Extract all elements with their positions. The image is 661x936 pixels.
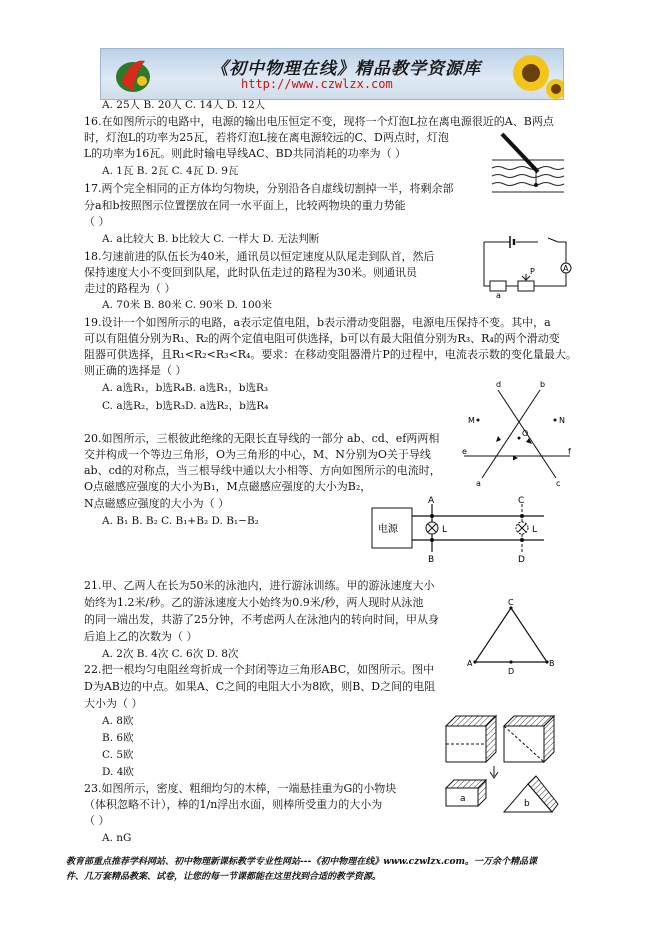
cube-blocks-figure — [442, 712, 560, 820]
q21-options: A. 2次 B. 4次 C. 6次 D. 8次 — [102, 648, 239, 660]
lamp-l-label-far: L — [532, 525, 538, 535]
q22-line: 22.把一根均匀电阻丝弯折成一个封闭等边三角形ABC，如图所示。图中 — [84, 663, 435, 676]
q22-option: D. 4欧 — [102, 766, 134, 778]
sunflower-icon — [501, 49, 563, 99]
label-m: M — [468, 416, 475, 425]
ammeter-label: A — [563, 264, 569, 273]
lamp-l-label: L — [442, 525, 448, 535]
vertex-c-label: C — [508, 598, 514, 607]
q22-option: C. 5欧 — [102, 749, 134, 761]
q16-line: 时，灯泡L的功率为25瓦，若将灯泡L接在离电源较远的C、D两点时，灯泡 — [84, 131, 449, 144]
point-b-label: B — [428, 555, 435, 564]
footer-line: 教育部重点推荐学科网站、初中物理新课标教学专业性网站---《初中物理在线》www.czwlzx.com。一万余个精品课 — [66, 857, 538, 867]
q20-line: 交并构成一个等边三角形，O为三角形的中心，M、N分别为O关于导线 — [84, 448, 431, 461]
label-a: a — [476, 479, 481, 488]
q18-line: 18.匀速前进的队伍长为40米，通讯员以恒定速度从队尾走到队首，然后 — [84, 250, 435, 263]
power-line-figure — [370, 494, 548, 564]
q16-options: A. 1瓦 B. 2瓦 C. 4瓦 D. 9瓦 — [102, 165, 239, 177]
q18-line: 走过的路程为（ ） — [84, 282, 176, 295]
q16-line: 16.在如图所示的电路中，电源的输出电压恒定不变，现将一个灯泡L拉在离电源很近的A、B两点 — [84, 115, 554, 128]
floating-stick-figure — [488, 128, 568, 196]
q17-line: 17.两个完全相同的正方体均匀物块，分别沿各自虚线切割掉一半，将剩余部 — [84, 182, 454, 195]
point-d-label: D — [518, 555, 525, 564]
label-c: c — [556, 479, 561, 488]
label-b: b — [540, 380, 546, 389]
q19-options-cd: C. a选R₂，b选R₃D. a选R₂，b选R₄ — [102, 400, 269, 412]
vertex-b-label: B — [549, 659, 555, 668]
q18-line: 保持速度大小不变回到队尾，此时队伍走过的路程为30米。则通讯员 — [84, 266, 417, 279]
resistance-triangle-figure — [465, 596, 557, 678]
q23-line: 23.如图所示，密度、粗细均匀的木棒，一端悬挂重为G的小物块 — [84, 782, 397, 795]
q23-line: （ ） — [84, 814, 110, 827]
q17-line: （ ） — [84, 215, 110, 228]
wire-triangle-figure — [458, 378, 576, 488]
vertex-a-label: A — [467, 659, 473, 668]
q19-line: 则正确的选择是（ ） — [84, 364, 187, 377]
q23-line: （体积忽略不计），棒的1/n浮出水面，则棒所受重力的大小为 — [84, 798, 383, 811]
midpoint-d-label: D — [508, 667, 515, 676]
slider-p-label: P — [530, 267, 535, 276]
q19-options-ab: A. a选R₁，b选R₄B. a选R₁，b选R₃ — [102, 382, 269, 394]
q21-line: 的同一端出发，共游了25分钟，不考虑两人在泳池内的转向时间，甲从身 — [84, 613, 439, 626]
q20-line: 20.如图所示，三根彼此绝缘的无限长直导线的一部分 ab、cd、ef两两相 — [84, 432, 440, 445]
q23-options: A. nG — [102, 832, 132, 844]
footer-line: 件、几万套精品教案、试卷，让您的每一节课都能在这里找到合适的教学资源。 — [66, 872, 382, 882]
label-o: O — [522, 429, 529, 438]
q21-line: 始终为1.2米/秒。乙的游泳速度大小始终为0.9米/秒，两人现时从泳池 — [84, 596, 424, 609]
ammeter-circuit-figure — [468, 228, 582, 298]
label-f: f — [568, 447, 571, 456]
q20-line: O点磁感应强度的大小为B₁，M点磁感应强度的大小为B₂， — [84, 480, 372, 493]
point-a-label: A — [428, 496, 435, 506]
q15-options: A. 25人 B. 20人 C. 14人 D. 12人 — [102, 99, 266, 111]
q20-line: N点磁感应强度的大小为（ ） — [84, 497, 230, 510]
point-c-label: C — [518, 496, 525, 506]
header-banner — [100, 48, 564, 100]
q21-line: 21.甲、乙两人在长为50米的泳池内，进行游泳训练。甲的游泳速度大小 — [84, 579, 435, 592]
q18-options: A. 70米 B. 80米 C. 90米 D. 100米 — [102, 299, 272, 311]
power-source-label: 电源 — [378, 524, 398, 535]
block-a-label: a — [460, 794, 466, 804]
q17-options: A. a比较大 B. b比较大 C. 一样大 D. 无法判断 — [102, 233, 320, 245]
label-e: e — [462, 447, 467, 456]
q16-line: L的功率为16瓦。则此时输电导线AC、BD共同消耗的功率为（ ） — [84, 147, 407, 160]
q20-line: ab、cd的对称点，当三根导线中通以大小相等、方向如图所示的电流时， — [84, 464, 441, 477]
logo-icon — [111, 53, 157, 95]
q22-option: A. 8欧 — [102, 715, 134, 727]
q19-line: 19.设计一个如图所示的电路，a表示定值电阻，b表示滑动变阻器，电源电压保持不变。其中，a — [84, 316, 551, 329]
banner-url[interactable]: http://www.czwlzx.com — [241, 77, 393, 91]
label-n: N — [559, 416, 565, 425]
resistor-a-label: a — [496, 291, 501, 298]
q19-line: 阻器可供选择，且R₁<R₂<R₃<R₄。要求：在移动变阻器滑片P的过程中，电流表示数的变化量最大。 — [84, 348, 577, 361]
label-d: d — [496, 380, 502, 389]
q21-line: 后追上乙的次数为（ ） — [84, 630, 198, 643]
q17-line: 分a和b按照图示位置摆放在同一水平面上，比较两物块的重力势能 — [84, 199, 406, 212]
q19-line: 可以有阻值分别为R₁、R₂的两个定值电阻可供选择，b可以有最大阻值分别为R₃、R₄的两个滑动变 — [84, 332, 560, 345]
q20-options: A. B₁ B. B₂ C. B₁+B₂ D. B₁−B₂ — [102, 515, 259, 527]
q22-line: D为AB边的中点。如果A、C之间的电阻大小为8欧，则B、D之间的电阻 — [84, 680, 436, 693]
q22-option: B. 6欧 — [102, 732, 134, 744]
q22-line: 大小为（ ） — [84, 697, 143, 710]
banner-title: 《初中物理在线》精品教学资源库 — [211, 59, 481, 79]
block-b-label: b — [524, 799, 530, 809]
